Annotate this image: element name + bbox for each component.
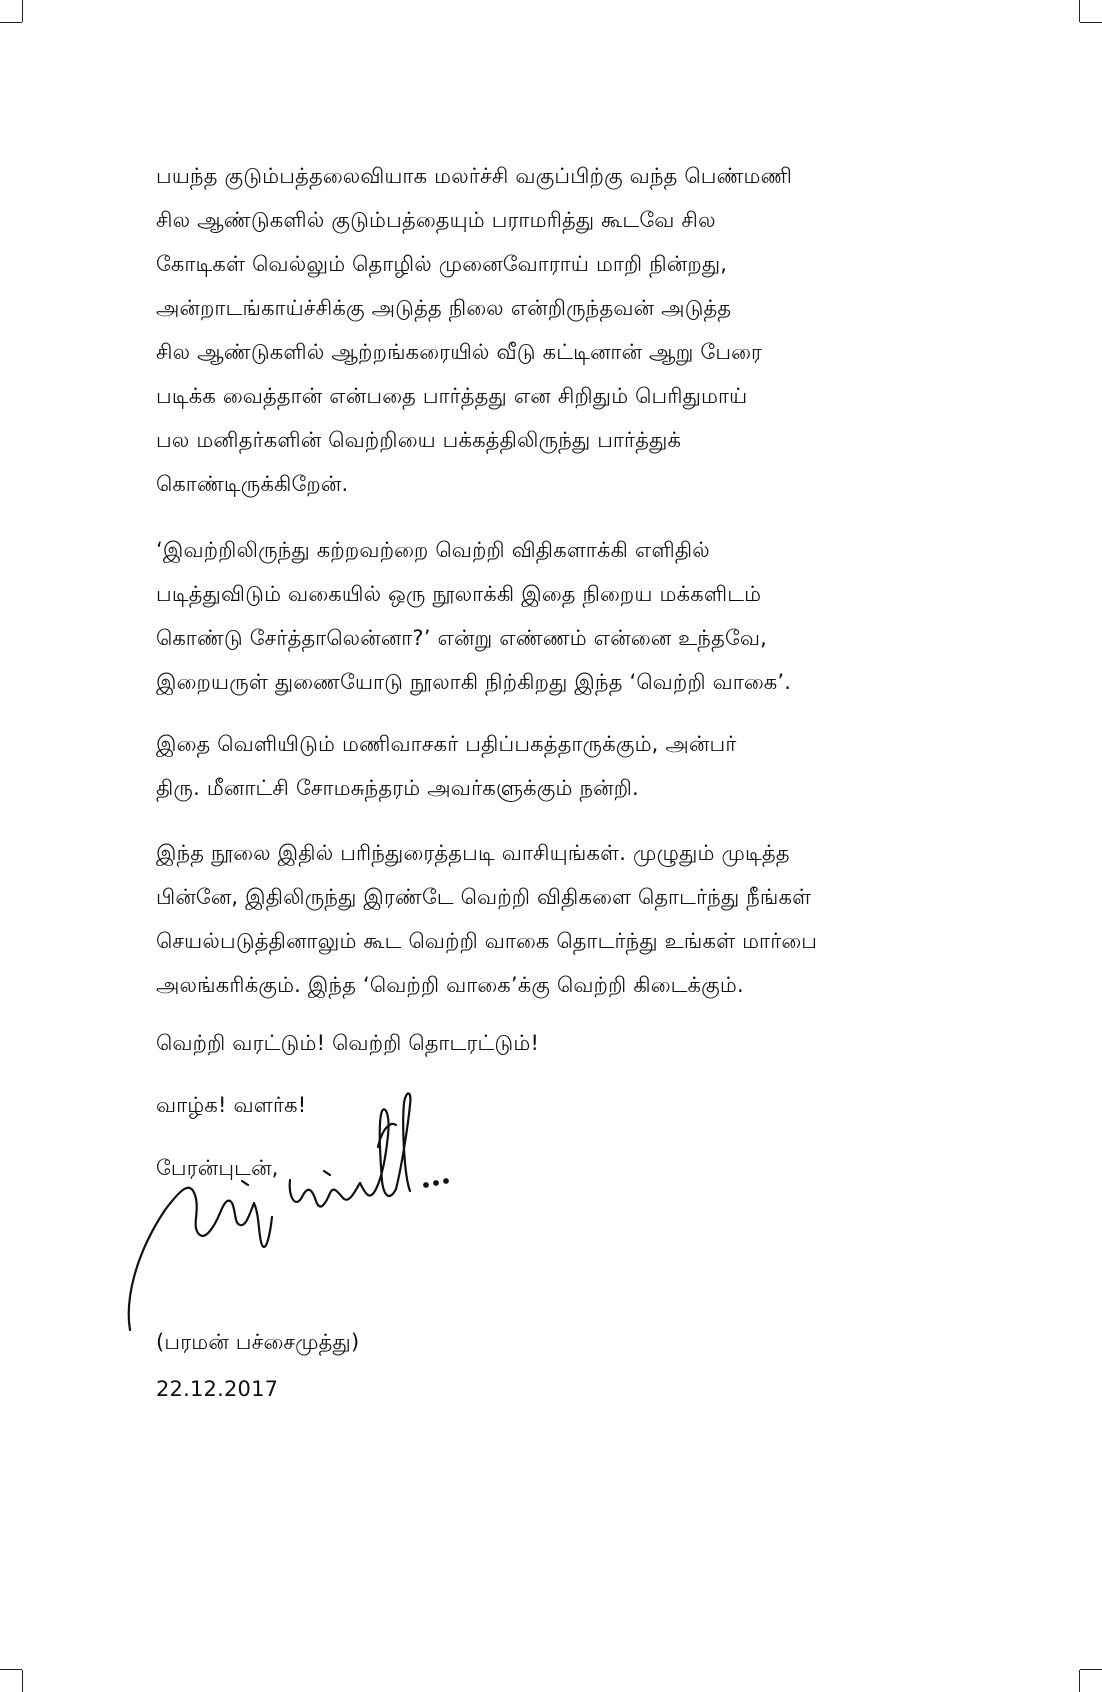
closing-text: பேரன்புடன்,: [156, 1156, 279, 1180]
author-line: [156, 1320, 956, 1364]
text-line: அன்றாடங்காய்ச்சிக்கு அடுத்த நிலை என்றிருந்தவன் அடுத்த: [156, 296, 732, 320]
text-line: படிக்க வைத்தான் என்பதை பார்த்தது என சிறிதும் பெரிதுமாய்: [156, 384, 748, 408]
text-line: இதை வெளியிடும் மணிவாசகர் பதிப்பகத்தாருக்கும், அன்பர்: [156, 732, 737, 756]
paragraph-4: [156, 831, 956, 1007]
text-line: கொண்டிருக்கிறேன்.: [156, 472, 349, 496]
paragraph-3: [156, 722, 956, 810]
text-line: சில ஆண்டுகளில் குடும்பத்தையும் பராமரித்து கூடவே சில: [156, 208, 716, 232]
text-line: செயல்படுத்தினாலும் கூட வெற்றி வாகை தொடர்ந்து உங்கள் மார்பை: [156, 929, 818, 953]
wish-text: வெற்றி வரட்டும்! வெற்றி தொடரட்டும்!: [156, 1031, 540, 1055]
text-line: பல மனிதர்களின் வெற்றியை பக்கத்திலிருந்து பார்த்துக்: [156, 428, 682, 452]
crop-mark-top-left-h: [0, 22, 22, 23]
crop-mark-bottom-left-v: [22, 1670, 23, 1692]
greeting-text: வாழ்க! வளர்க!: [156, 1093, 307, 1117]
text-line: கொண்டு சேர்த்தாலென்னா?’ என்று எண்ணம் என்னை உந்தவே,: [156, 626, 768, 650]
text-line: அலங்கரிக்கும். இந்த ‘வெற்றி வாகை’க்கு வெற்றி கிடைக்கும்.: [156, 973, 744, 997]
text-line: பயந்த குடும்பத்தலைவியாக மலர்ச்சி வகுப்பிற்கு வந்த பெண்மணி: [156, 164, 793, 188]
text-line: கோடிகள் வெல்லும் தொழில் முனைவோராய் மாறி நின்றது,: [156, 252, 728, 276]
crop-mark-top-right-h: [1080, 22, 1102, 23]
paragraph-2: [156, 528, 956, 704]
wish-line: [156, 1021, 956, 1065]
text-line: இறையருள் துணையோடு நூலாகி நிற்கிறது இந்த ‘வெற்றி வாகை’.: [156, 670, 792, 694]
letter-date: 22.12.2017: [156, 1377, 279, 1401]
date-line: [156, 1367, 956, 1411]
text-line: சில ஆண்டுகளில் ஆற்றங்கரையில் வீடு கட்டினான் ஆறு பேரை: [156, 340, 763, 364]
paragraph-1: [156, 154, 956, 506]
text-line: ‘இவற்றிலிருந்து கற்றவற்றை வெற்றி விதிகளாக்கி எளிதில்: [156, 538, 710, 562]
text-line: திரு. மீனாட்சி சோமசுந்தரம் அவர்களுக்கும் நன்றி.: [156, 776, 639, 800]
crop-mark-bottom-right-h: [1080, 1669, 1102, 1670]
crop-mark-bottom-right-v: [1079, 1670, 1080, 1692]
text-line: படித்துவிடும் வகையில் ஒரு நூலாக்கி இதை நிறைய மக்களிடம்: [156, 582, 762, 606]
crop-mark-top-right-v: [1079, 0, 1080, 22]
text-line: பின்னே, இதிலிருந்து இரண்டே வெற்றி விதிகளை தொடர்ந்து நீங்கள்: [156, 885, 812, 909]
signature-image: [120, 1085, 500, 1335]
crop-mark-bottom-left-h: [0, 1669, 22, 1670]
text-line: இந்த நூலை இதில் பரிந்துரைத்தபடி வாசியுங்கள். முழுதும் முடித்த: [156, 841, 790, 865]
crop-mark-top-left-v: [22, 0, 23, 22]
author-name: (பரமன் பச்சைமுத்து): [156, 1330, 360, 1354]
